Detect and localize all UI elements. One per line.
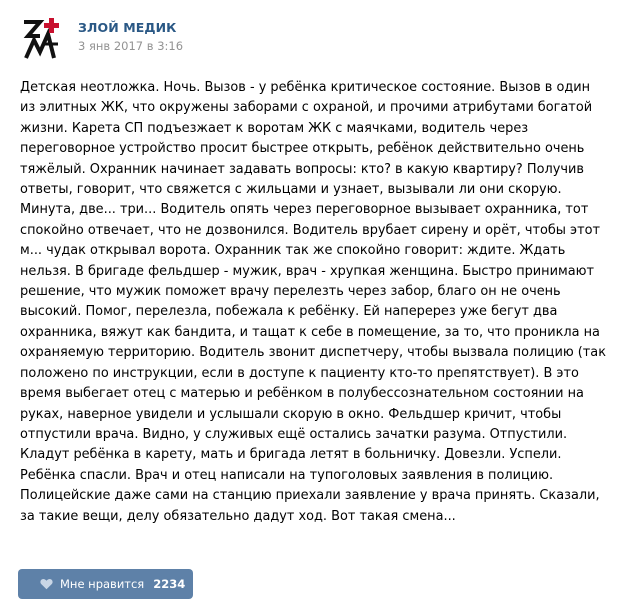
author-block [78,20,183,53]
post-date[interactable]: 3 янв 2017 в 3:16 [78,39,184,53]
avatar[interactable] [18,14,66,62]
like-count: 2234 [153,577,186,591]
evil-medic-logo-icon [18,14,66,62]
author-name-link[interactable]: ЗЛОЙ МЕДИК [78,20,177,35]
heart-icon [40,578,53,590]
like-button[interactable] [18,569,193,599]
post-header [18,14,183,62]
post-text: Детская неотложка. Ночь. Вызов - у ребёнка критическое состояние. Вызов в один из элитных ЖК, что окружены заборами с охраной, и прочими атрибутами богатой жизни. Карета СП подъезжает к воротам ЖК с маячками, водитель через переговорное устройство просит быстрее открыть, ребёнок действительно очень тяжёлый. Охранник начинает задавать вопросы: кто? в какую квартиру? Получив ответы, говорит, что свяжется с жильцами и узнает, вызывали ли они скорую. Минута, две... три... Водитель опять через переговорное вызывает охранника, тот спокойно отвечает, что не дозвонился. Водитель врубает сирену и орёт, чтобы этот м... чудак открывал ворота. Охранник так же спокойно говорит: ждите. Ждать нельзя. В бригаде фельдшер - мужик, врач - хрупкая женщина. Быстро принимают решение, что мужик поможет врачу перелезть через забор, благо он не очень высокий. Помог, перелезла, побежала к ребёнку. Ей наперерез уже бегут два охранника, вяжут как бандита, и тащат к себе в помещение, за то, что проникла на охраняемую территорию. Водитель звонит диспетчеру, чтобы вызвала полицию (так положено по инструкции, если в доступе к пациенту кто-то препятствует). В это время выбегает отец с матерью и ребёнком в полубессознательном состоянии на руках, наверное увидели и услышали скорую в окно. Фельдшер кричит, чтобы отпустили врача. Видно, у служивых ещё остались зачатки разума. Отпустили. Кладут ребёнка в карету, мать и бригада летят в больничку. Довезли. Успели. Ребёнка спасли. Врач и отец написали на тупоголовых заявления в полицию. Полицейские даже сами на станцию приехали заявление у врача принять. Сказали, за такие вещи, делу обязательно дадут ход. Вот такая смена... [20,80,606,524]
like-label: Мне нравится [60,577,145,591]
